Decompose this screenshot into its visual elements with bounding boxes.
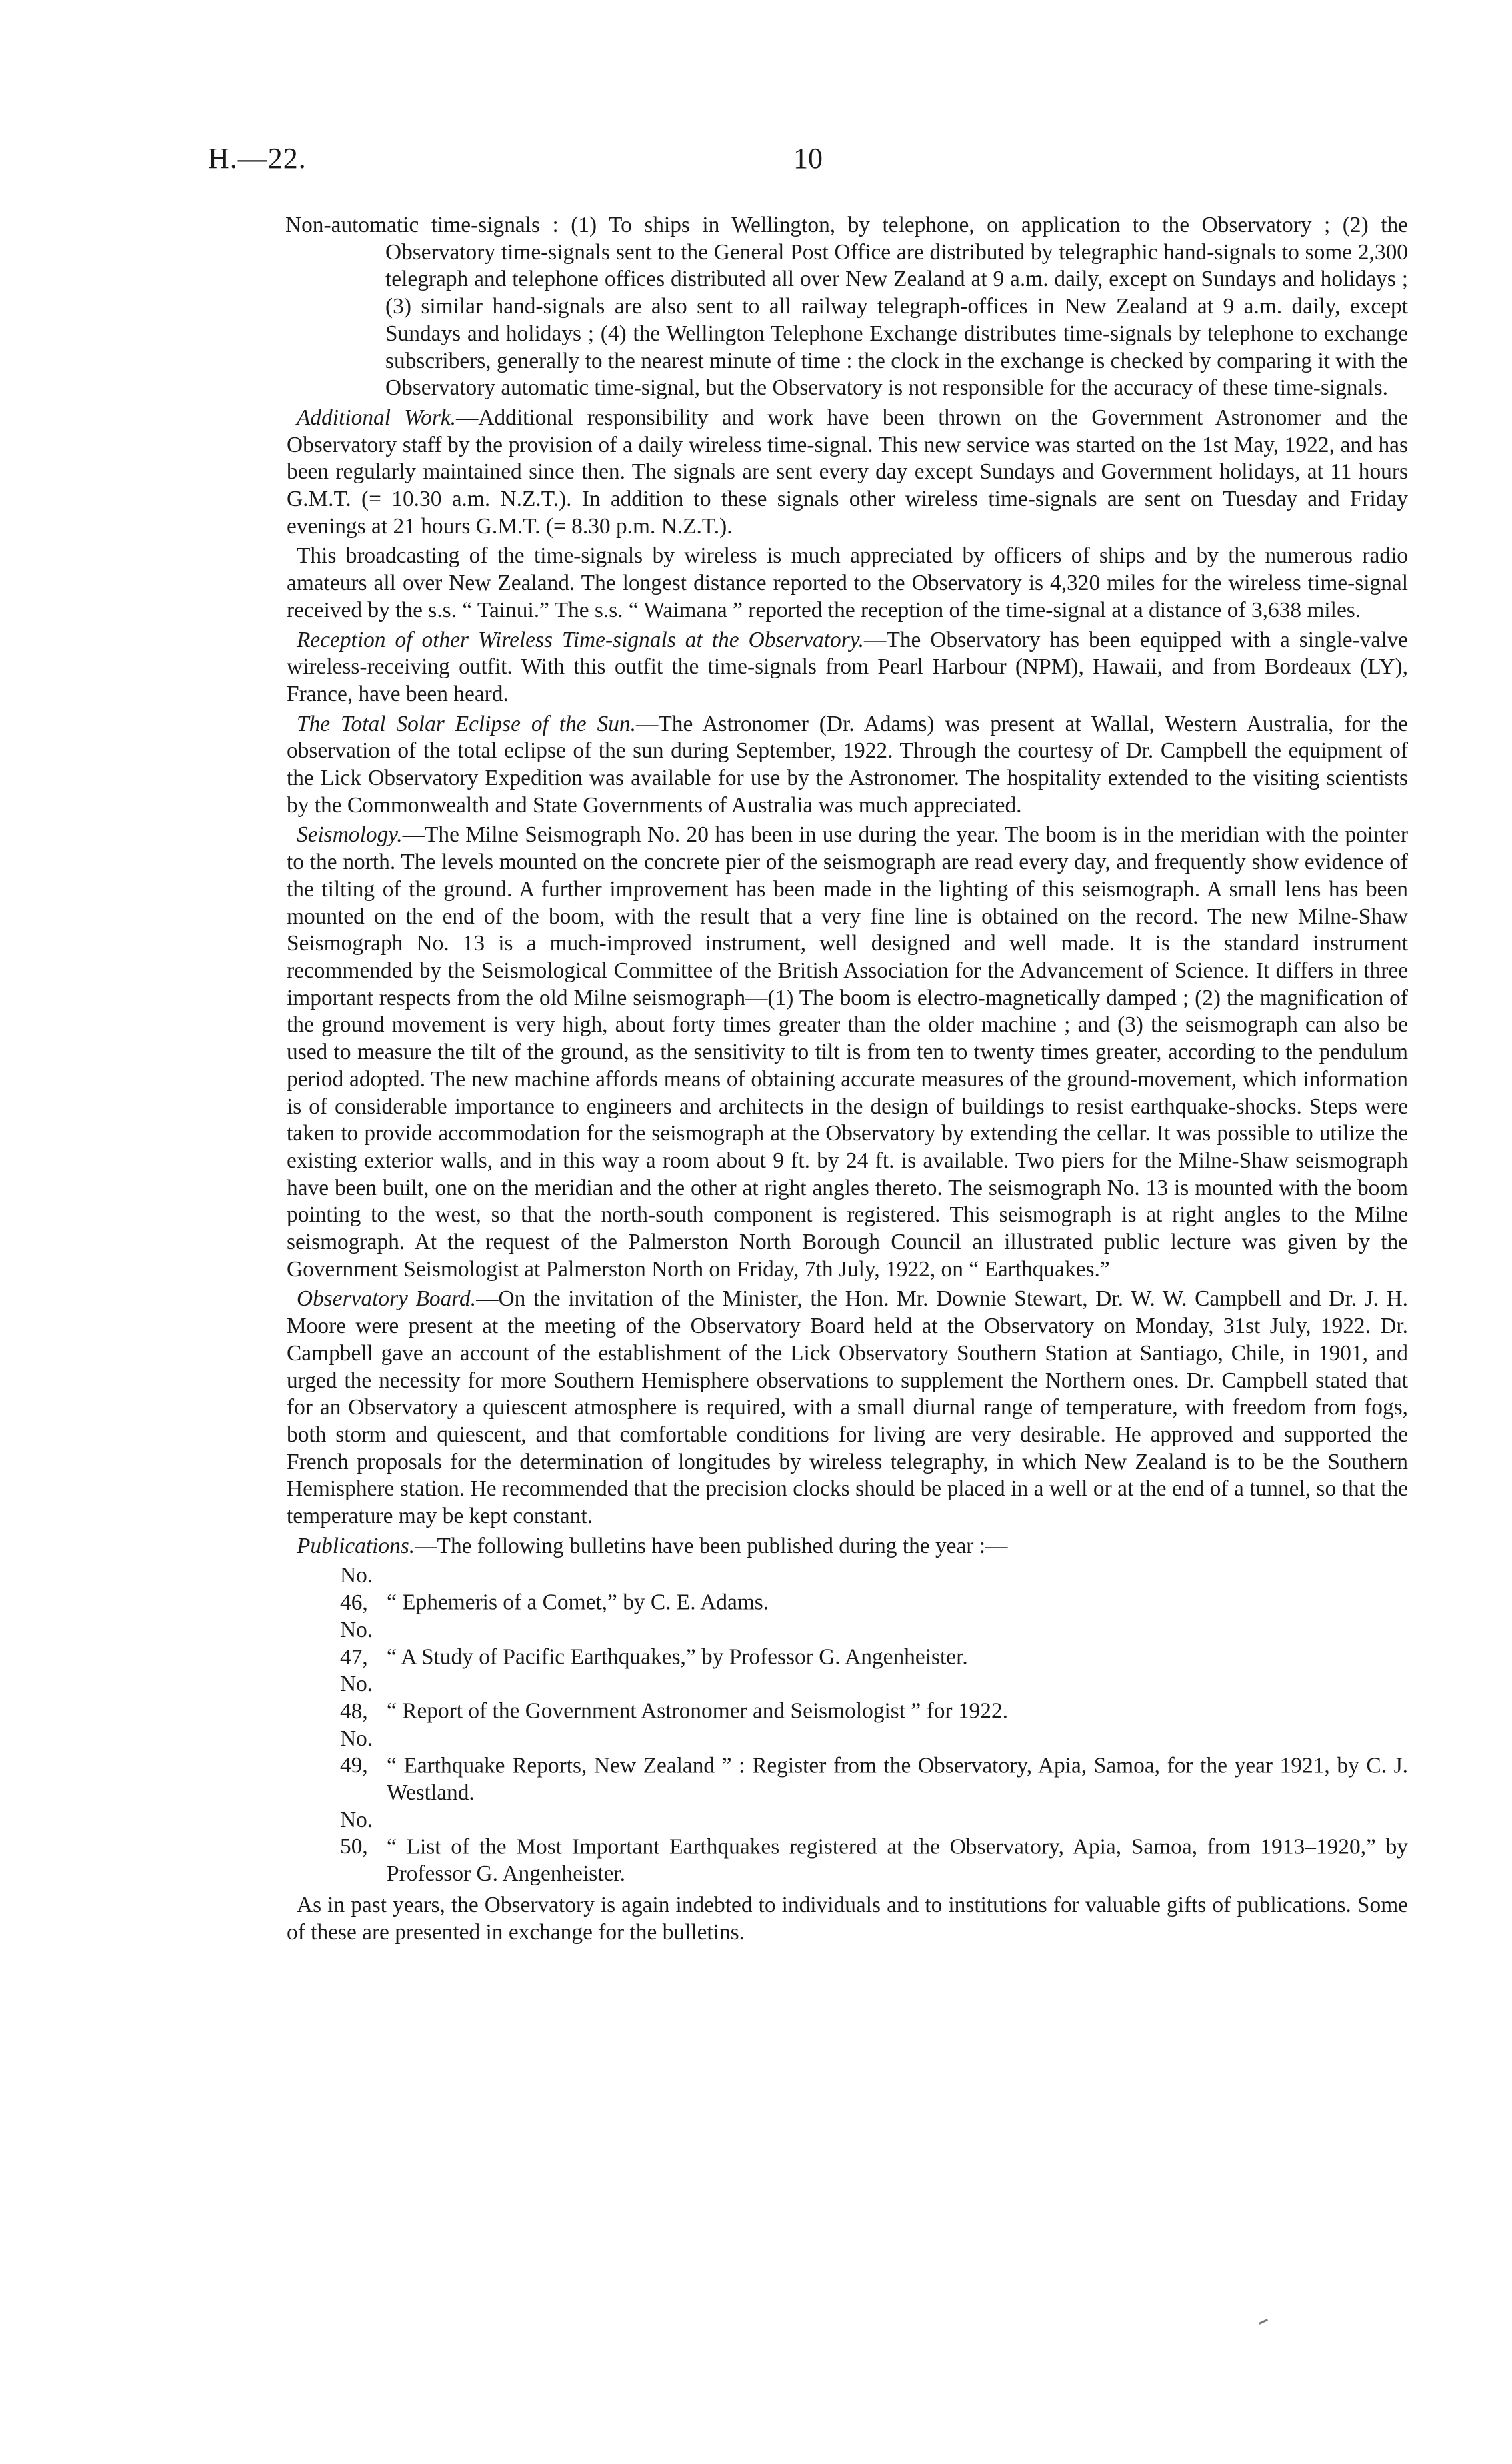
page-header <box>0 141 1512 181</box>
paragraph-seismology <box>287 822 1408 1283</box>
paragraph-heading: Observatory Board. <box>297 1286 477 1312</box>
paragraph-text: —Additional responsibility and work have been thrown on the Government Astronomer and the Observatory staff by the provision of a daily wireless time-signal. This new service was started on the 1st May, 1922, and has been regularly maintained since then. The signals are sent every day except Sundays and Government holidays, at 11 hours G.M.T. (= 10.30 a.m. N.Z.T.). In addition to these signals other wireless time-signals are sent on Tuesday and Friday evenings at 21 hours G.M.T. (= 8.30 p.m. N.Z.T.). <box>287 405 1408 539</box>
paragraph-heading: Non-automatic time-signals : <box>285 213 559 237</box>
document-id: H.—22. <box>208 142 307 175</box>
paragraph-heading: Additional Work. <box>297 405 456 430</box>
bulletin-title: “ A Study of Pacific Earthquakes,” by Professor G. Angenheister. <box>387 1644 968 1670</box>
paragraph-text: —The Astronomer (Dr. Adams) was present at Wallal, Western Australia, for the observation of the total eclipse of the sun during September, 1922. Through the courtesy of Dr. Campbell the equipment of the Lick Observatory Expedition was available for use by the Astronomer. The hospitality extended to the visiting scientists by the Commonwealth and State Governments of Australia was much appreciated. <box>287 711 1408 818</box>
page-number: 10 <box>793 142 823 175</box>
paragraph-text: As in past years, the Observatory is again indebted to individuals and to institutions for valuable gifts of publications. Some of these are presented in exchange for the bulletins. <box>287 1892 1408 1945</box>
list-item <box>340 1617 1408 1671</box>
bulletin-title: “ List of the Most Important Earthquakes registered at the Observatory, Apia, Samoa, from 1913–1920,” by Professor G. Angenheister. <box>387 1834 1408 1887</box>
body-text <box>287 212 1408 1949</box>
paragraph-text: This broadcasting of the time-signals by wireless is much appreciated by officers of ships and by the numerous radio amateurs all over New Zealand. The longest distance reported to the Observatory is 4,320 miles for the wireless time-signal received by the s.s. “ Tainui.” The s.s. “ Waimana ” reported the reception of the time-signal at a distance of 3,638 miles. <box>287 543 1408 622</box>
list-item <box>340 1807 1408 1888</box>
list-item <box>340 1726 1408 1807</box>
bulletin-title: “ Ephemeris of a Comet,” by C. E. Adams. <box>387 1590 769 1616</box>
bulletin-number: No. 46, <box>340 1563 373 1616</box>
paragraph-closing <box>287 1892 1408 1946</box>
list-item <box>340 1562 1408 1616</box>
paragraph-additional-work <box>287 405 1408 541</box>
paragraph-text: —The Observatory has been equipped with a single-valve wireless-receiving outfit. With this outfit the time-signals from Pearl Harbour (NPM), Hawaii, and from Bordeaux (LY), France, have been heard. <box>287 627 1408 706</box>
list-item <box>340 1671 1408 1725</box>
paragraph-text: —The following bulletins have been published during the year :— <box>415 1533 1008 1558</box>
paragraph-publications <box>287 1533 1408 1560</box>
stray-mark <box>1259 2319 1268 2325</box>
bulletin-title: “ Report of the Government Astronomer and Seismologist ” for 1922. <box>387 1698 1008 1724</box>
paragraph-heading: Seismology. <box>297 822 403 848</box>
paragraph-heading: Reception of other Wireless Time-signals at the Observatory. <box>297 627 865 652</box>
bulletin-number: No. 47, <box>340 1617 373 1670</box>
paragraph-non-automatic-time-signals <box>287 212 1408 402</box>
bulletin-number: No. 48, <box>340 1672 373 1724</box>
paragraph-observatory-board <box>287 1286 1408 1530</box>
bulletin-number: No. 50, <box>340 1807 373 1859</box>
bulletin-title: “ Earthquake Reports, New Zealand ” : Register from the Observatory, Apia, Samoa, for the year 1921, by C. J. Westland. <box>387 1753 1408 1806</box>
bulletin-list <box>287 1562 1408 1887</box>
paragraph-text: —On the invitation of the Minister, the Hon. Mr. Downie Stewart, Dr. W. W. Campbell and Dr. J. H. Moore were present at the meeting of the Observatory Board held at the Observatory on Monday, 31st July, 1922. Dr. Campbell gave an account of the establishment of the Lick Observatory Southern Station at Santiago, Chile, in 1901, and urged the necessity for more Southern Hemisphere observations to supplement the Northern ones. Dr. Campbell stated that for an Observatory a quiescent atmosphere is required, with a small diurnal range of temperature, with freedom from fogs, both storm and quiescent, and that comfortable conditions for living are very desirable. He approved and supported the French proposals for the determination of longitudes by wireless telegraphy, in which New Zealand is to be the Southern Hemisphere station. He recommended that the precision clocks should be placed in a well or at the end of a tunnel, so that the temperature may be kept constant. <box>287 1286 1408 1529</box>
paragraph-heading: Publications. <box>297 1533 415 1558</box>
paragraph-solar-eclipse <box>287 711 1408 820</box>
paragraph-text: (1) To ships in Wellington, by telephone, on application to the Observatory ; (2) the Observatory time-signals sent to the General Post Office are distributed by telegraphic hand-signals to some 2,300 telegraph and telephone offices distributed all over New Zealand at 9 a.m. daily, except on Sundays and holidays ; (3) similar hand-signals are also sent to all railway telegraph-offices in New Zealand at 9 a.m. daily, except Sundays and holidays ; (4) the Wellington Telephone Exchange distributes time-signals by telephone to exchange subscribers, generally to the nearest minute of time : the clock in the exchange is checked by comparing it with the Observatory automatic time-signal, but the Observatory is not responsible for the accuracy of these time-signals. <box>385 213 1408 401</box>
paragraph-heading: The Total Solar Eclipse of the Sun. <box>297 711 636 736</box>
paragraph-reception <box>287 627 1408 708</box>
paragraph-broadcasting <box>287 543 1408 624</box>
bulletin-number: No. 49, <box>340 1726 373 1778</box>
paragraph-text: —The Milne Seismograph No. 20 has been in use during the year. The boom is in the meridian with the pointer to the north. The levels mounted on the concrete pier of the seismograph are read every day, and frequently show evidence of the tilting of the ground. A further improvement has been made in the lighting of this seismograph. A small lens has been mounted on the end of the boom, with the result that a very fine line is obtained on the record. The new Milne-Shaw Seismograph No. 13 is a much-improved instrument, well designed and well made. It is the standard instrument recommended by the Seismological Committee of the British Association for the Advancement of Science. It differs in three important respects from the old Milne seismograph—(1) The boom is electro-magnetically damped ; (2) the magnification of the ground movement is very high, about forty times greater than the older machine ; and (3) the seismograph can also be used to measure the tilt of the ground, as the sensitivity to tilt is from ten to twenty times greater, according to the pendulum period adopted. The new machine affords means of obtaining accurate measures of the ground-movement, which information is of considerable importance to engineers and architects in the design of buildings to resist earthquake-shocks. Steps were taken to provide accommodation for the seismograph at the Observatory by extending the cellar. It was possible to utilize the existing exterior walls, and in this way a room about 9 ft. by 24 ft. is available. Two piers for the Milne-Shaw seismograph have been built, one on the meridian and the other at right angles thereto. The seismograph No. 13 is mounted with the boom pointing to the west, so that the north-south component is registered. This seismograph is at right angles to the Milne seismograph. At the request of the Palmerston North Borough Council an illustrated public lecture was given by the Government Seismologist at Palmerston North on Friday, 7th July, 1922, on “ Earthquakes.” <box>287 822 1408 1282</box>
